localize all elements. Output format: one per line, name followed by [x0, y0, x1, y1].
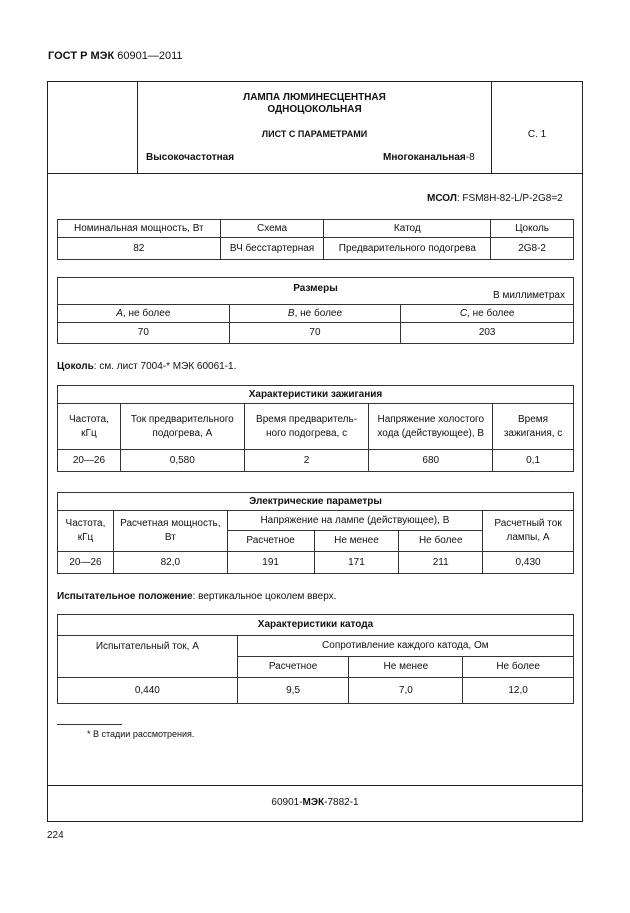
cathode-table: [57, 614, 574, 704]
dim-c-rest: , не более: [467, 307, 515, 319]
cell-voltage-max: 211: [399, 552, 483, 574]
header-lamp-current: Расчетный ток лампы, А: [483, 511, 574, 552]
dim-c-letter: C: [459, 307, 468, 319]
subheader-rated: Расчетное: [227, 531, 314, 552]
cell-ignition-time: 0,1: [493, 450, 574, 472]
test-position-text: : вертикальное цоколем вверх.: [192, 591, 337, 602]
sheet-main-title: [138, 92, 491, 116]
cell-cathode: Предварительного подогрева: [324, 238, 491, 260]
cell-lamp-current: 0,430: [483, 552, 574, 574]
dim-a-rest: , не более: [122, 307, 171, 319]
cell-preheat-current: 0,580: [120, 450, 244, 472]
lamp-type-left: Высокочастотная: [146, 152, 235, 163]
cap-note: [57, 361, 236, 372]
footer-line: [47, 785, 583, 786]
cell-dim-c: 203: [401, 323, 574, 344]
subheader-max: Не более: [399, 531, 483, 552]
table-header-row: [58, 636, 574, 657]
header-dim-c: [401, 305, 574, 323]
footer-code-bold: МЭК: [302, 797, 325, 808]
lamp-type-right-tail: -8: [465, 152, 475, 163]
dimensions-unit: В миллиметрах: [493, 290, 565, 301]
header-open-circuit-voltage: Напряжение холостого хода (действующее), В: [369, 404, 493, 450]
table-row: [58, 678, 574, 704]
footer-code-pre: 60901-: [271, 797, 303, 808]
page-number: 224: [47, 830, 64, 841]
page-reference: С. 1: [527, 129, 547, 140]
header-frequency: Частота, кГц: [58, 404, 121, 450]
table-row: [58, 450, 574, 472]
mcol-designation: [427, 193, 563, 204]
footer-code-post: -7882-1: [324, 797, 359, 808]
table-header-row: [58, 220, 574, 238]
cathode-title-row: [58, 615, 574, 636]
dimensions-title: Размеры: [293, 283, 338, 294]
cell-dim-a: 70: [58, 323, 230, 344]
header-cathode: Катод: [324, 220, 491, 238]
header-nominal-power: Номинальная мощность, Вт: [58, 220, 221, 238]
footnote-rule: [57, 724, 122, 725]
standard-designation: [48, 50, 183, 62]
standard-number: 60901—2011: [117, 50, 183, 62]
table-row: [58, 552, 574, 574]
dim-a-letter: A: [116, 307, 123, 319]
cathode-title: Характеристики катода: [58, 615, 574, 636]
header-scheme: Схема: [220, 220, 324, 238]
electrical-table: [57, 492, 574, 574]
title-bottom-line: [47, 173, 583, 174]
ignition-table: [57, 385, 574, 472]
header-frequency: Частота, кГц: [58, 511, 114, 552]
cell-voltage-rated: 191: [227, 552, 314, 574]
cell-open-circuit-voltage: 680: [369, 450, 493, 472]
header-ignition-time: Время зажигания, с: [493, 404, 574, 450]
footnote: * В стадии рассмотрения.: [87, 729, 195, 739]
ignition-title-row: [58, 386, 574, 404]
test-position-label: Испытательное положение: [57, 591, 193, 602]
mcol-label: МСОЛ: [427, 193, 457, 204]
subheader-max: Не более: [463, 657, 574, 678]
dim-b-letter: B: [287, 307, 295, 319]
cell-voltage-min: 171: [314, 552, 399, 574]
dimensions-title-cell: [58, 278, 574, 305]
subheader-min: Не менее: [349, 657, 463, 678]
subheader-min: Не менее: [314, 531, 399, 552]
electrical-title-row: [58, 493, 574, 511]
table-header-row: [58, 305, 574, 323]
cell-rated-power: 82,0: [113, 552, 227, 574]
subheader-rated: Расчетное: [237, 657, 349, 678]
standard-code: ГОСТ Р МЭК: [48, 50, 115, 62]
header-preheat-current: Ток предварительного подогрева, А: [120, 404, 244, 450]
dimensions-table: [57, 277, 574, 344]
cap-note-text: : см. лист 7004-* МЭК 60061-1.: [93, 361, 237, 372]
general-table: [57, 219, 574, 260]
cap-note-label: Цоколь: [57, 361, 94, 372]
dim-b-rest: , не более: [294, 307, 343, 319]
header-test-current: Испытательный ток, А: [58, 636, 238, 678]
lamp-type-right-bold: Многоканальная: [383, 152, 466, 163]
cell-dim-b: 70: [229, 323, 401, 344]
cell-scheme: ВЧ бесстартерная: [220, 238, 324, 260]
cell-nominal-power: 82: [58, 238, 221, 260]
table-row: [58, 238, 574, 260]
table-row: [58, 323, 574, 344]
mcol-value: : FSM8H-82-L/P-2G8=2: [456, 193, 563, 204]
header-preheat-time: Время предваритель-ного подогрева, с: [244, 404, 369, 450]
sheet-subtitle: ЛИСТ С ПАРАМЕТРАМИ: [261, 129, 368, 139]
header-cap: Цоколь: [491, 220, 574, 238]
cell-frequency: 20—26: [58, 450, 121, 472]
cell-test-current: 0,440: [58, 678, 238, 704]
table-header-row: [58, 511, 574, 531]
cell-frequency: 20—26: [58, 552, 114, 574]
lamp-type-right: [383, 152, 475, 163]
header-dim-a: [58, 305, 230, 323]
cell-preheat-time: 2: [244, 450, 369, 472]
header-rated-power: Расчетная мощность, Вт: [113, 511, 227, 552]
header-dim-b: [229, 305, 401, 323]
cell-resistance-rated: 9,5: [237, 678, 349, 704]
ignition-title: Характеристики зажигания: [58, 386, 574, 404]
table-header-row: [58, 404, 574, 450]
title-line-1: ЛАМПА ЛЮМИНЕСЦЕНТНАЯ: [243, 92, 386, 103]
test-position-note: [57, 591, 336, 602]
title-line-2: ОДНОЦОКОЛЬНАЯ: [267, 104, 362, 115]
title-divider-right: [491, 81, 492, 173]
sheet-footer-code: [47, 797, 583, 808]
electrical-title: Электрические параметры: [58, 493, 574, 511]
dimensions-title-row: [58, 278, 574, 305]
header-lamp-voltage: Напряжение на лампе (действующее), В: [227, 511, 482, 531]
cell-resistance-min: 7,0: [349, 678, 463, 704]
cell-resistance-max: 12,0: [463, 678, 574, 704]
header-cathode-resistance: Сопротивление каждого катода, Ом: [237, 636, 573, 657]
cell-cap: 2G8-2: [491, 238, 574, 260]
